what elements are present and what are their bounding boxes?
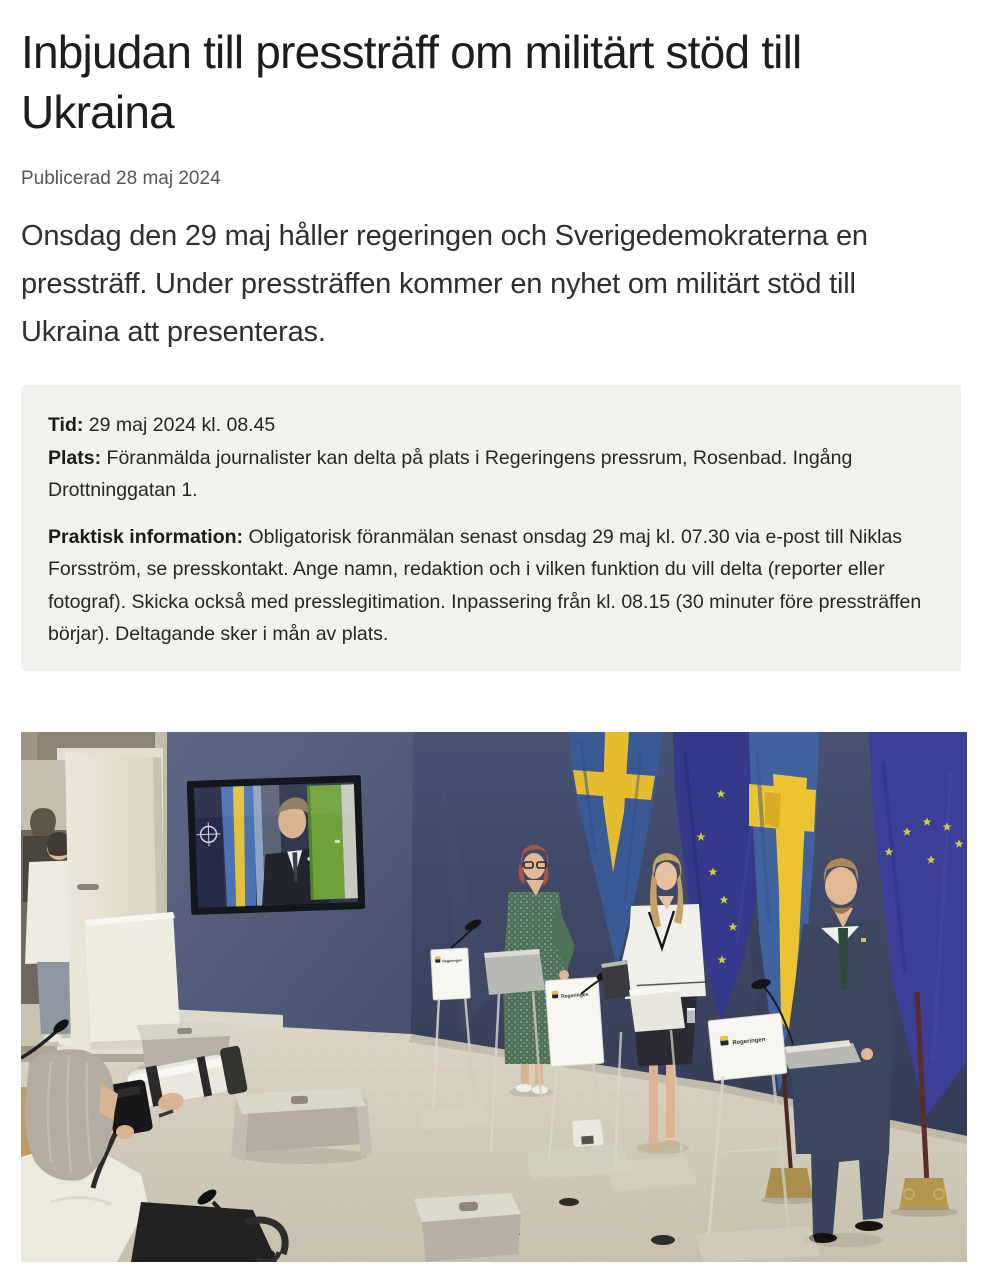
podium-sign-label: Regeringen <box>561 991 589 1000</box>
bench <box>414 1193 521 1262</box>
place-label: Plats: <box>48 446 102 469</box>
podium-sign-label: Regeringen <box>442 957 463 963</box>
practical-value: Obligatorisk föranmälan senast onsdag 29 maj kl. 07.30 via e-post till Niklas Forsström, se presskontakt. Ange namn, redaktion och i vilken funktion du vill delta (reporter eller fotograf). Skicka också med presslegitimation. Inpassering från kl. 08.15 (30 minuter före pressträffen börjar). Deltagande sker i mån av plats. <box>48 525 922 645</box>
press-photo-graphic <box>21 732 967 1262</box>
press-conference-photo <box>21 732 967 1262</box>
time-value: 29 maj 2024 kl. 08.45 <box>83 414 276 436</box>
practical-information <box>48 521 933 651</box>
podium-sign-label: Regeringen <box>732 1036 766 1046</box>
tv-screen <box>187 775 366 915</box>
published-date: Publicerad 28 maj 2024 <box>21 168 221 189</box>
intro-paragraph: Onsdag den 29 maj håller regeringen och Sverigedemokraterna en pressträff. Under pressträffen kommer en nyhet om militärt stöd till Ukraina att presenteras. <box>21 220 868 348</box>
place-value: Föranmälda journalister kan delta på plats i Regeringens pressrum, Rosenbad. Ingång Drottninggatan 1. <box>48 446 853 501</box>
bench <box>231 1088 372 1164</box>
time-and-place <box>48 409 933 507</box>
practical-label: Praktisk information: <box>48 525 244 548</box>
event-info-box <box>21 385 961 671</box>
page-title: Inbjudan till pressträff om militärt stöd till Ukraina <box>21 26 802 138</box>
time-label: Tid: <box>48 414 84 436</box>
